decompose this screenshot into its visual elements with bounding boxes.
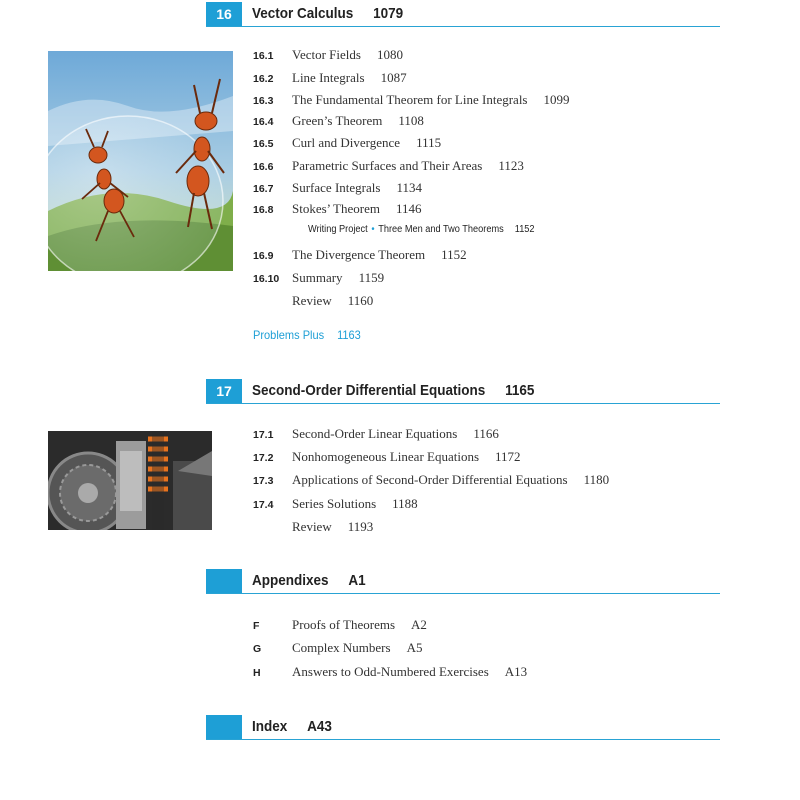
appendix-title: Complex Numbers bbox=[292, 640, 391, 655]
appendixes-header bbox=[206, 569, 720, 594]
section-number: 17.4 bbox=[253, 499, 274, 511]
section-title: Applications of Second-Order Differential Equations bbox=[292, 472, 568, 487]
problems-plus[interactable] bbox=[253, 328, 361, 342]
section-number: 16.7 bbox=[253, 183, 274, 195]
writing-project[interactable] bbox=[308, 224, 535, 235]
toc-row[interactable] bbox=[253, 180, 422, 197]
toc-row[interactable] bbox=[253, 113, 424, 130]
appendix-title: Proofs of Theorems bbox=[292, 617, 396, 632]
appendix-page: A2 bbox=[411, 617, 427, 632]
toc-row-review[interactable] bbox=[253, 293, 373, 309]
section-page: 1134 bbox=[396, 180, 422, 195]
review-title: Review bbox=[292, 519, 332, 534]
appendix-letter: G bbox=[253, 643, 262, 655]
section-page: 1152 bbox=[441, 247, 467, 262]
index-page: A43 bbox=[307, 718, 332, 735]
chapter-page: 1165 bbox=[505, 382, 535, 399]
section-page: 1180 bbox=[583, 472, 610, 487]
section-page: 1159 bbox=[358, 270, 385, 285]
toc-row[interactable] bbox=[253, 70, 407, 87]
section-title: Series Solutions bbox=[292, 496, 377, 511]
index-title[interactable] bbox=[252, 716, 332, 738]
toc-row[interactable] bbox=[253, 247, 467, 264]
toc-row-review[interactable] bbox=[253, 519, 373, 535]
section-title: Parametric Surfaces and Their Areas bbox=[292, 158, 483, 173]
section-number: 17.1 bbox=[253, 429, 274, 441]
index-badge bbox=[206, 715, 242, 739]
section-page: 1188 bbox=[392, 496, 418, 511]
review-page: 1160 bbox=[347, 293, 374, 308]
toc-row[interactable] bbox=[253, 158, 524, 175]
toc-row[interactable] bbox=[253, 201, 422, 218]
section-page: 1146 bbox=[395, 201, 422, 216]
section-number: 16.1 bbox=[253, 50, 274, 62]
toc-row[interactable] bbox=[253, 92, 570, 109]
section-title: The Fundamental Theorem for Line Integrals bbox=[292, 92, 528, 107]
section-title: Line Integrals bbox=[292, 70, 365, 85]
appendixes-badge bbox=[206, 569, 242, 593]
section-page: 1115 bbox=[416, 135, 442, 150]
appendix-page: A13 bbox=[504, 664, 528, 679]
chapter-page: 1079 bbox=[373, 5, 404, 22]
chapter-number-badge: 17 bbox=[206, 379, 242, 403]
section-title: Vector Fields bbox=[292, 47, 361, 62]
chapter-title-text: Vector Calculus bbox=[252, 5, 354, 22]
toc-row[interactable] bbox=[253, 135, 441, 152]
appendixes-title-text: Appendixes bbox=[252, 572, 329, 589]
toc-row[interactable] bbox=[253, 472, 609, 489]
section-title: The Divergence Theorem bbox=[292, 247, 426, 262]
section-title: Second-Order Linear Equations bbox=[292, 426, 458, 441]
appendix-row[interactable] bbox=[253, 640, 422, 657]
appendix-letter: H bbox=[253, 667, 261, 679]
review-title: Review bbox=[292, 293, 332, 308]
section-number: 16.3 bbox=[253, 95, 274, 107]
section-title: Curl and Divergence bbox=[292, 135, 401, 150]
appendix-row[interactable] bbox=[253, 664, 527, 681]
appendix-row[interactable] bbox=[253, 617, 427, 634]
writing-project-page: 1152 bbox=[514, 224, 535, 235]
section-page: 1166 bbox=[473, 426, 499, 441]
chapter-16-header bbox=[206, 2, 720, 27]
suspension-photo bbox=[48, 431, 212, 530]
section-page: 1108 bbox=[398, 113, 424, 128]
writing-project-title: Three Men and Two Theorems bbox=[378, 224, 504, 235]
chapter-title-text: Second-Order Differential Equations bbox=[252, 382, 486, 399]
section-title: Stokes’ Theorem bbox=[292, 201, 380, 216]
chapter-17-header bbox=[206, 379, 720, 404]
section-page: 1172 bbox=[495, 449, 521, 464]
toc-row[interactable] bbox=[253, 270, 384, 287]
section-page: 1080 bbox=[376, 47, 403, 62]
section-number: 16.9 bbox=[253, 250, 274, 262]
section-number: 17.2 bbox=[253, 452, 274, 464]
section-page: 1123 bbox=[498, 158, 524, 173]
section-number: 16.10 bbox=[253, 273, 280, 285]
toc-row[interactable] bbox=[253, 426, 499, 443]
ants-illustration bbox=[48, 51, 233, 271]
section-number: 17.3 bbox=[253, 475, 274, 487]
toc-row[interactable] bbox=[253, 449, 521, 466]
section-title: Surface Integrals bbox=[292, 180, 381, 195]
problems-plus-title: Problems Plus bbox=[253, 328, 325, 342]
section-page: 1099 bbox=[543, 92, 570, 107]
toc-row[interactable] bbox=[253, 47, 403, 64]
appendixes-page: A1 bbox=[348, 572, 366, 589]
problems-plus-page: 1163 bbox=[337, 328, 361, 342]
toc-row[interactable] bbox=[253, 496, 418, 513]
section-number: 16.6 bbox=[253, 161, 274, 173]
section-number: 16.8 bbox=[253, 204, 274, 216]
section-title: Green’s Theorem bbox=[292, 113, 383, 128]
chapter-number-badge: 16 bbox=[206, 2, 242, 26]
section-page: 1087 bbox=[380, 70, 407, 85]
section-title: Nonhomogeneous Linear Equations bbox=[292, 449, 480, 464]
review-page: 1193 bbox=[347, 519, 374, 534]
index-title-text: Index bbox=[252, 718, 288, 735]
appendixes-title[interactable] bbox=[252, 570, 366, 592]
writing-project-label: Writing Project bbox=[308, 224, 368, 235]
bullet-icon: • bbox=[371, 224, 375, 235]
section-number: 16.2 bbox=[253, 73, 274, 85]
section-number: 16.5 bbox=[253, 138, 274, 150]
section-number: 16.4 bbox=[253, 116, 274, 128]
index-header bbox=[206, 715, 720, 740]
chapter-title[interactable] bbox=[252, 380, 534, 402]
section-title: Summary bbox=[292, 270, 343, 285]
appendix-letter: F bbox=[253, 620, 260, 632]
appendix-title: Answers to Odd-Numbered Exercises bbox=[292, 664, 489, 679]
chapter-title[interactable] bbox=[252, 3, 403, 25]
appendix-page: A5 bbox=[406, 640, 423, 655]
